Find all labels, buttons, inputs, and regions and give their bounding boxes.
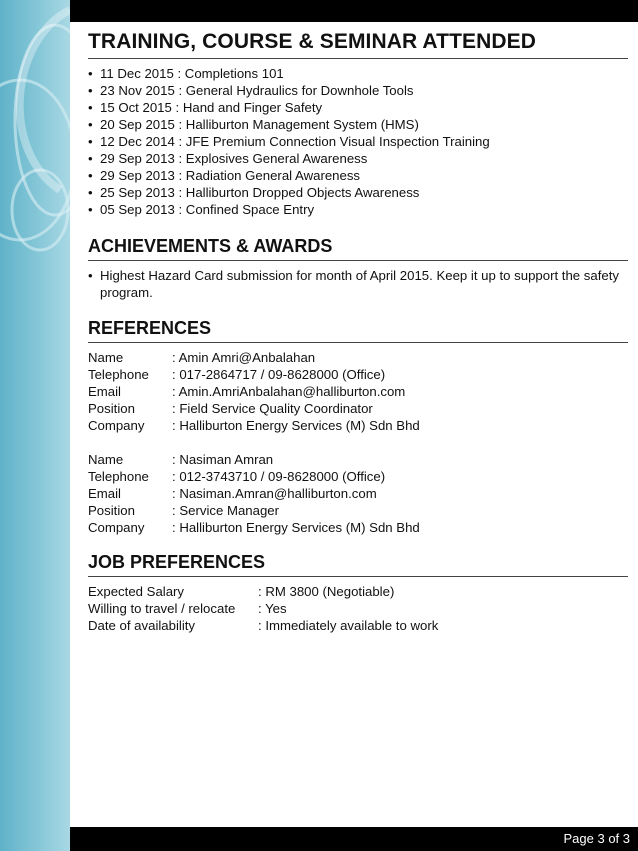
bullet: • [88,151,93,166]
decorative-sidebar [0,0,70,851]
field-value: : 012-3743710 / 09-8628000 (Office) [172,469,386,484]
field-label: Company [88,520,145,535]
reference-row [88,519,628,536]
list-item-text: 23 Nov 2015 : General Hydraulics for Downhole Tools [100,83,414,98]
training-list [88,65,628,218]
references-heading: REFERENCES [88,318,212,338]
field-label: Expected Salary [88,584,185,599]
job-preferences-section [88,550,628,634]
header-bar [70,0,638,22]
bullet: • [88,202,93,217]
training-section [88,28,628,218]
reference-row [88,417,628,434]
list-item-text: 05 Sep 2013 : Confined Space Entry [100,202,315,217]
reference-row [88,400,628,417]
list-item-text: 29 Sep 2013 : Radiation General Awareness [100,168,361,183]
section-divider [88,260,628,261]
bullet: • [88,83,93,98]
achievements-section [88,234,628,301]
list-item-text: 11 Dec 2015 : Completions 101 [100,66,284,81]
list-item-text: Highest Hazard Card submission for month of April 2015. Keep it up to support the safety program. [100,268,619,300]
section-divider [88,342,628,343]
swirl-decoration [0,0,70,851]
field-value: : Service Manager [172,503,280,518]
reference-entry [88,451,628,536]
preference-row [88,583,628,600]
footer-bar [70,827,638,851]
list-item [88,201,628,218]
field-label: Position [88,401,135,416]
field-value: : 017-2864717 / 09-8628000 (Office) [172,367,386,382]
field-value: : Halliburton Energy Services (M) Sdn Bhd [172,418,420,433]
bullet: • [88,185,93,200]
preference-row [88,617,628,634]
bullet: • [88,100,93,115]
field-value: : Yes [258,601,287,616]
field-label: Willing to travel / relocate [88,601,236,616]
field-value: : Amin.AmriAnbalahan@halliburton.com [172,384,406,399]
field-value: : Nasiman Amran [172,452,274,467]
bullet: • [88,268,93,283]
field-value: : Halliburton Energy Services (M) Sdn Bhd [172,520,420,535]
reference-row [88,485,628,502]
field-label: Name [88,452,124,467]
job-preferences-heading: JOB PREFERENCES [88,552,266,572]
list-item-text: 20 Sep 2015 : Halliburton Management System (HMS) [100,117,419,132]
field-label: Company [88,418,145,433]
field-value: : RM 3800 (Negotiable) [258,584,395,599]
field-label: Email [88,486,121,501]
list-item-text: 15 Oct 2015 : Hand and Finger Safety [100,100,323,115]
field-label: Name [88,350,124,365]
preference-row [88,600,628,617]
list-item-text: 25 Sep 2013 : Halliburton Dropped Objects Awareness [100,185,420,200]
bullet: • [88,66,93,81]
list-item [88,65,628,82]
reference-row [88,383,628,400]
field-label: Telephone [88,367,149,382]
list-item [88,82,628,99]
reference-row [88,468,628,485]
list-item [88,99,628,116]
reference-row [88,366,628,383]
reference-row [88,451,628,468]
list-item [88,133,628,150]
list-item [88,167,628,184]
reference-row [88,349,628,366]
section-divider [88,58,628,59]
reference-entry [88,349,628,434]
references-section [88,316,628,536]
list-item [88,150,628,167]
bullet: • [88,117,93,132]
reference-row [88,502,628,519]
field-value: : Immediately available to work [258,618,439,633]
achievements-heading: ACHIEVEMENTS & AWARDS [88,236,333,256]
field-value: : Amin Amri@Anbalahan [172,350,316,365]
field-value: : Field Service Quality Coordinator [172,401,373,416]
list-item-text: 12 Dec 2014 : JFE Premium Connection Visual Inspection Training [100,134,490,149]
page-content [88,28,628,634]
list-item [88,184,628,201]
list-item [88,116,628,133]
bullet: • [88,168,93,183]
spacer [88,434,628,451]
list-item [88,267,628,301]
list-item-text: 29 Sep 2013 : Explosives General Awareness [100,151,368,166]
field-value: : Nasiman.Amran@halliburton.com [172,486,377,501]
training-heading: TRAINING, COURSE & SEMINAR ATTENDED [88,30,537,53]
field-label: Telephone [88,469,149,484]
bullet: • [88,134,93,149]
section-divider [88,576,628,577]
field-label: Position [88,503,135,518]
field-label: Email [88,384,121,399]
field-label: Date of availability [88,618,196,633]
page-number: Page 3 of 3 [563,831,630,846]
achievements-list [88,267,628,301]
